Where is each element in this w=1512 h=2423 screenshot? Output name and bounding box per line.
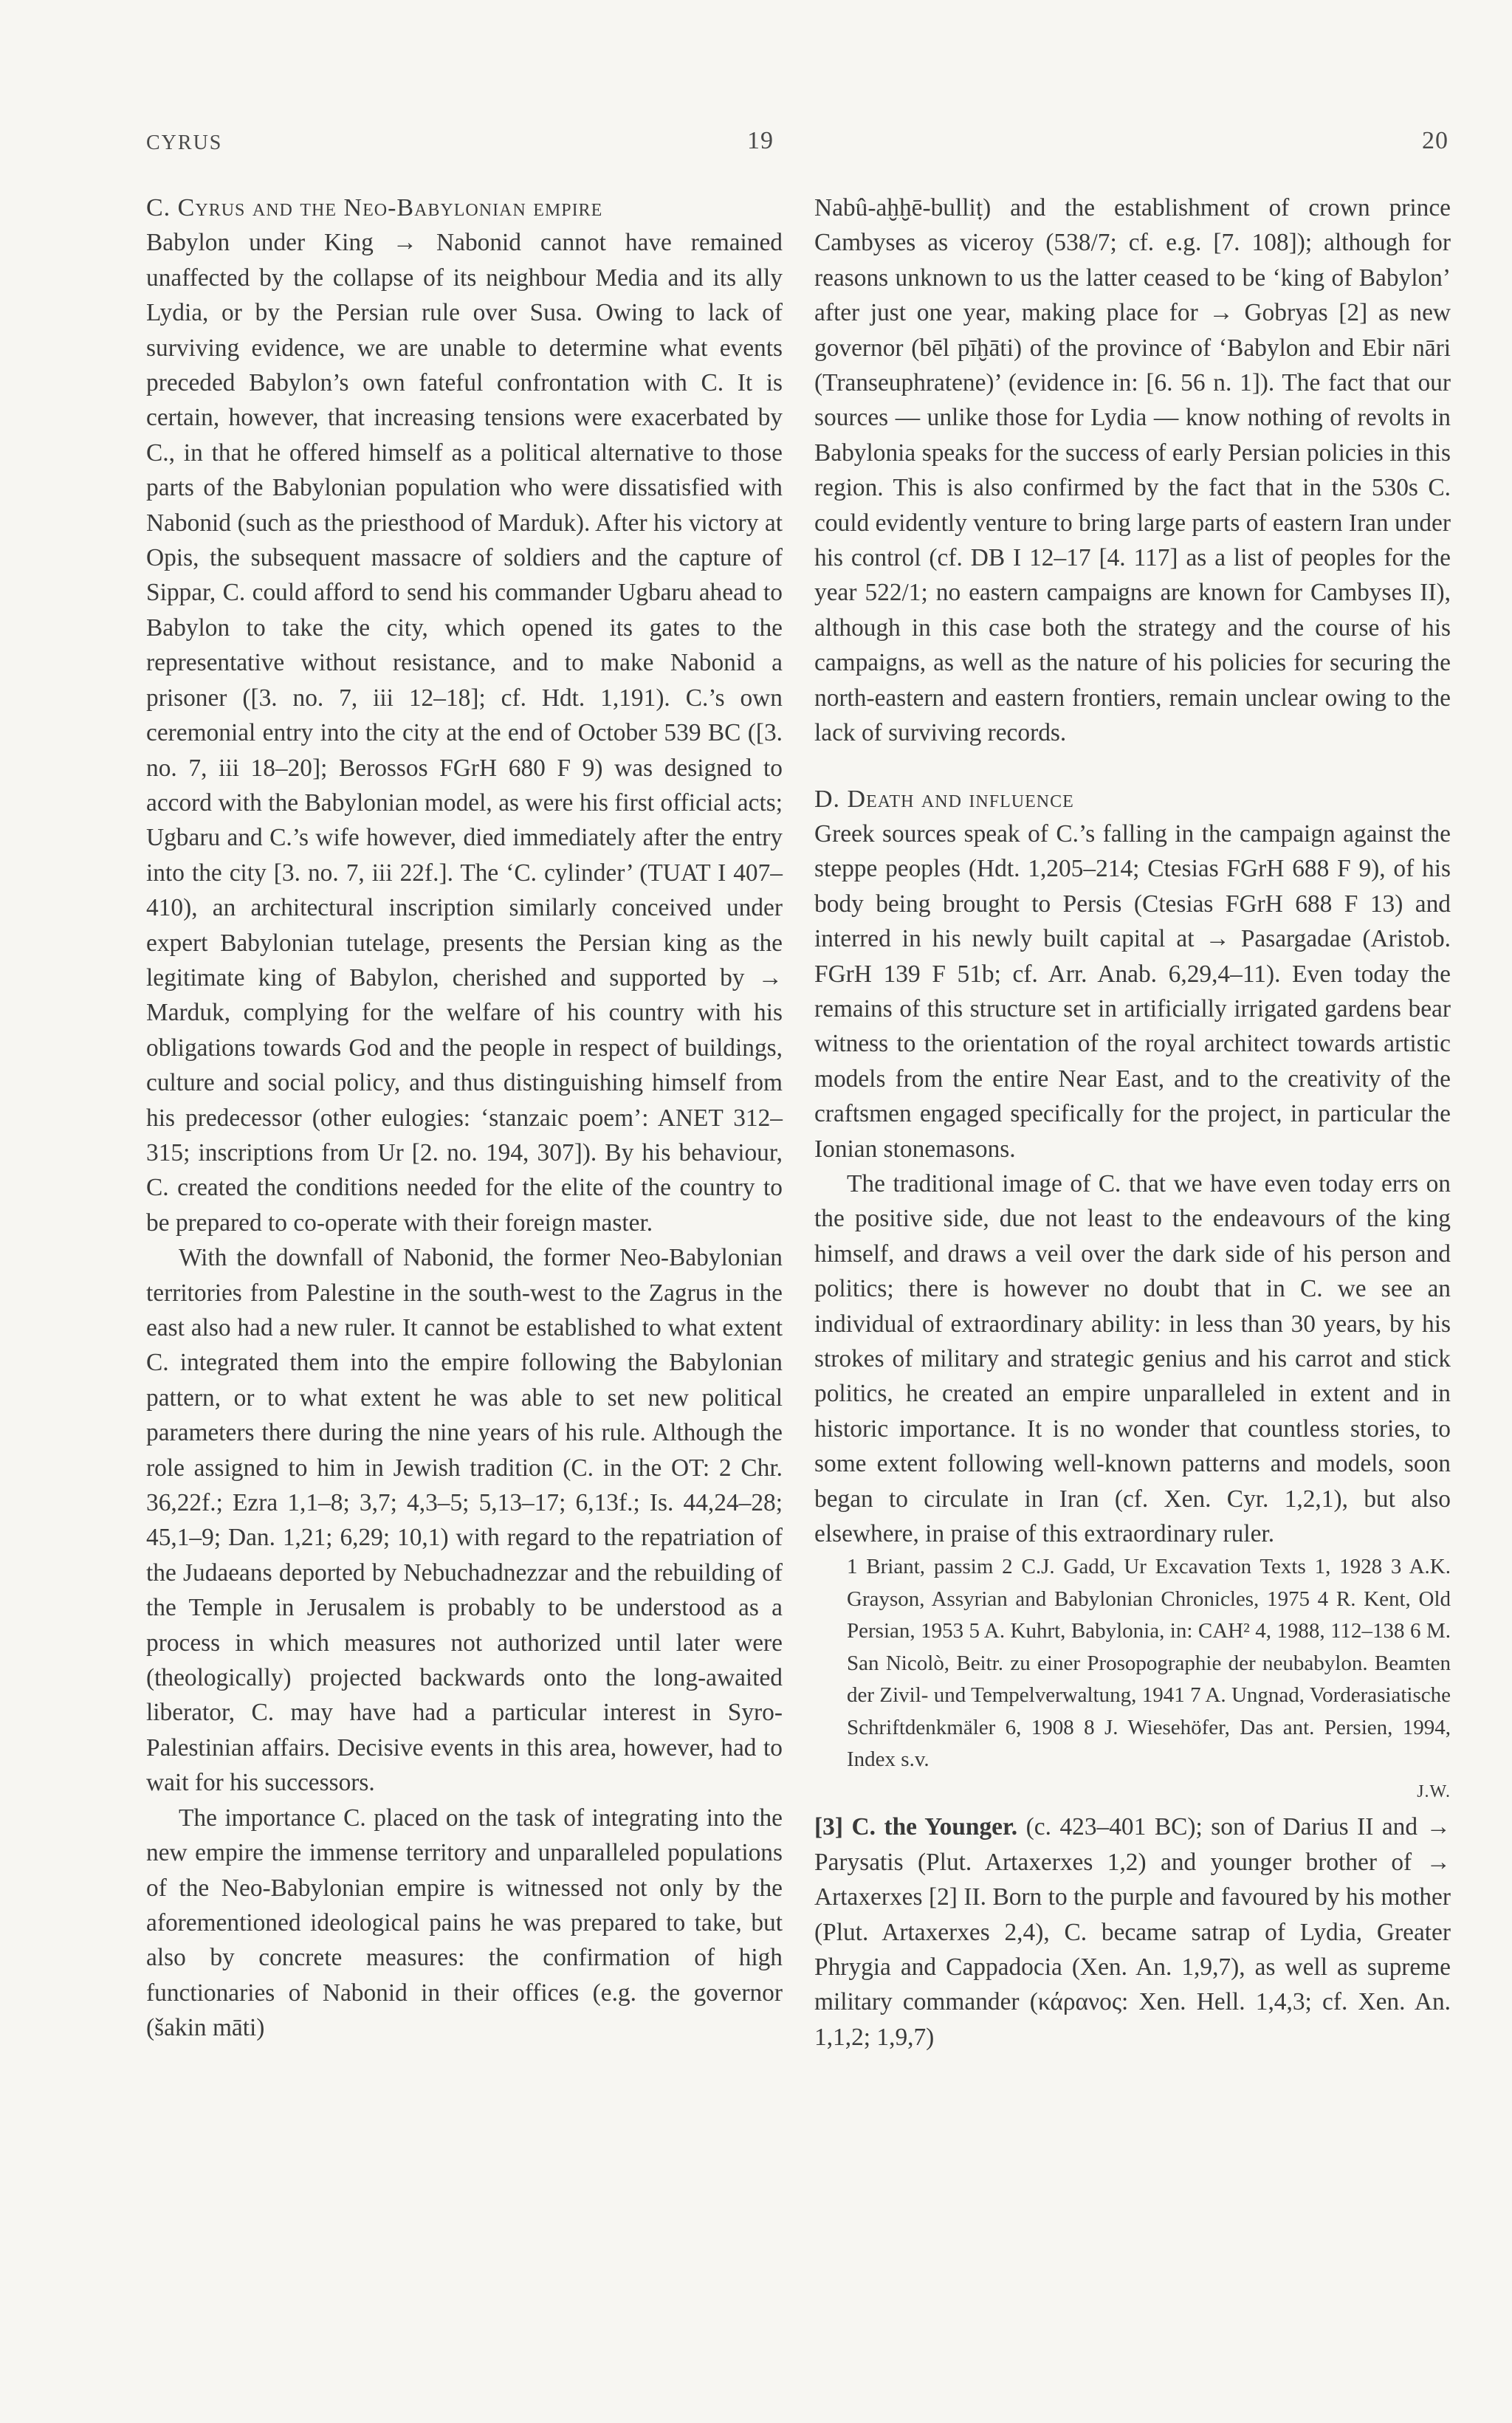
paragraph: The importance C. placed on the task of integrating into the new empire the immense territory and unparalleled populations of the Neo-Babylonian empire is witnessed not only by the aforementioned ideological pains he was prepared to take, but also by concrete measures: the confirmation of high functionaries of Nabonid in their offices (e.g. the governor (šakin māti) <box>146 1804 783 2042</box>
paragraph: With the downfall of Nabonid, the former Neo-Babylonian territories from Palestine in the south-west to the Zagrus in the east also had a new ruler. It cannot be established to what extent C. integrated them into the empire following the Babylonian pattern, or to what extent he was able to set new political parameters there during the nine years of his rule. Although the role assigned to him in Jewish tradition (C. in the OT: 2 Chr. 36,22f.; Ezra 1,1–8; 3,7; 4,3–5; 5,13–17; 6,13f.; Is. 44,24–28; 45,1–9; Dan. 1,21; 6,29; 10,1) with regard to the repatriation of the Judaeans deported by Nebuchadnezzar and the rebuilding of the Temple in Jerusalem is probably to be understood as a process in which measures not authorized until later were (theologically) projected backwards onto the long-awaited liberator, C. may have had a particular interest in Syro-Palestinian affairs. Decisive events in this area, however, had to wait for his successors. <box>146 1244 783 1797</box>
paragraph: Babylon under King → Nabonid cannot have remained unaffected by the collapse of its neighbour Media and its ally Lydia, or by the Persian rule over Susa. Owing to lack of surviving evidence, we are unable to determine what events preceded Babylon’s own fateful confrontation with C. It is certain, however, that increasing tensions were exacerbated by C., in that he offered himself as a political alternative to those parts of the Babylonian population who were dissatisfied with Nabonid (such as the priesthood of Marduk). After his victory at Opis, the subsequent massacre of soldiers and the capture of Sippar, C. could afford to send his commander Ugbaru ahead to Babylon to take the city, which opened its gates to the representative without resistance, and to make Nabonid a prisoner ([3. no. 7, iii 12–18]; cf. Hdt. 1,191). C.’s own ceremonial entry into the city at the end of October 539 BC ([3. no. 7, iii 18–20]; Berossos FGrH 680 F 9) was designed to accord with the Babylonian model, as were his first official acts; Ugbaru and C.’s wife however, died immediately after the entry into the city [3. no. 7, iii 22f.]. The ‘C. cylinder’ (TUAT I 407–410), an architectural inscription similarly conceived under expert Babylonian tutelage, presents the Persian king as the legitimate king of Babylon, cherished and supported by → Marduk, complying for the welfare of his country with his obligations towards God and the people in respect of buildings, culture and social policy, and thus distinguishing himself from his predecessor (other eulogies: ‘stanzaic poem’: ANET 312–315; inscriptions from Ur [2. no. 194, 307]). By his behaviour, C. created the conditions needed for the elite of the country to be prepared to co-operate with their foreign master. <box>146 229 783 1237</box>
paragraph: The traditional image of C. that we have even today errs on the positive side, due not least to the endeavours of the king himself, and draws a veil over the dark side of his person and politics; there is however no doubt that in C. we see an individual of extraordinary ability: in less than 30 years, by his strokes of military and strategic genius and his carrot and stick politics, he created an empire unparalleled in extent and in historic importance. It is no wonder that countless stories, to some extent following well-known patterns and models, soon began to circulate in Iran (cf. Xen. Cyr. 1,2,1), but also elsewhere, in praise of this extraordinary ruler. <box>814 1169 1451 1548</box>
page-number-right: 20 <box>1422 127 1449 154</box>
column-right <box>814 190 1451 2055</box>
column-left <box>146 190 783 2046</box>
paragraph: Greek sources speak of C.’s falling in the campaign against the steppe peoples (Hdt. 1,205–214; Ctesias FGrH 688 F 9), of his body being brought to Persis (Ctesias FGrH 688 F 13) and interred in his newly built capital at → Pasargadae (Aristob. FGrH 139 F 51b; cf. Arr. Anab. 6,29,4–11). Even today the remains of this structure set in artificially irrigated gardens bear witness to the orientation of the royal architect towards artistic models from the entire Near East, and to the creativity of the craftsmen engaged specifically for the project, in particular the Ionian stonemasons. <box>814 819 1451 1163</box>
bibliography: 1 Briant, passim 2 C.J. Gadd, Ur Excavation Texts 1, 1928 3 A.K. Grayson, Assyrian and Babylonian Chronicles, 1975 4 R. Kent, Old Persian, 1953 5 A. Kuhrt, Babylonia, in: CAH² 4, 1988, 112–138 6 M. San Nicolò, Beitr. zu einer Prosopographie der neubabylon. Beamten der Zivil- und Tempelverwaltung, 1941 7 A. Ungnad, Vorderasiatische Schriftdenkmäler 6, 1908 8 J. Wiesehöfer, Das ant. Persien, 1994, Index s.v. <box>847 1555 1451 1772</box>
paragraph: Nabû-aḫḫē-bulliṭ) and the establishment of crown prince Cambyses as viceroy (538/7; cf. e.g. [7. 108]); although for reasons unknown to us the latter ceased to be ‘king of Babylon’ after just one year, making place for → Gobryas [2] as new governor (bēl pīḫāti) of the province of ‘Babylon and Ebir nāri (Transeuphratene)’ (evidence in: [6. 56 n. 1]). The fact that our sources — unlike those for Lydia — know nothing of revolts in Babylonia speaks for the success of early Persian policies in this region. This is also confirmed by the fact that in the 530s C. could evidently venture to bring large parts of eastern Iran under his control (cf. DB I 12–17 [4. 117] as a list of peoples for the year 522/1; no eastern campaigns are known for Cambyses II), although in this case both the strategy and the course of his campaigns, as well as the nature of his policies for securing the north-eastern and eastern frontiers, remain unclear owing to the lack of surviving records. <box>814 194 1451 747</box>
entry-cyrus-the-younger <box>814 1809 1451 2055</box>
page-number-left: 19 <box>747 127 774 154</box>
entry-text: (c. 423–401 BC); son of Darius II and → Parysatis (Plut. Artaxerxes 1,2) and younger brother of → Artaxerxes [2] II. Born to the purple and favoured by his mother (Plut. Artaxerxes 2,4), C. became satrap of Lydia, Greater Phrygia and Cappadocia (Xen. An. 1,9,7), as well as supreme military commander (κάρανος: Xen. Hell. 1,4,3; cf. Xen. An. 1,1,2; 1,9,7) <box>814 1813 1451 2051</box>
section-heading-d: D. Death and influence <box>814 785 1074 813</box>
section-heading-c: C. Cyrus and the Neo-Babylonian empire <box>146 194 603 221</box>
running-head: CYRUS <box>146 131 223 154</box>
author-signature: J.W. <box>1417 1781 1451 1801</box>
entry-headword: [3] C. the Younger. <box>814 1813 1018 1841</box>
